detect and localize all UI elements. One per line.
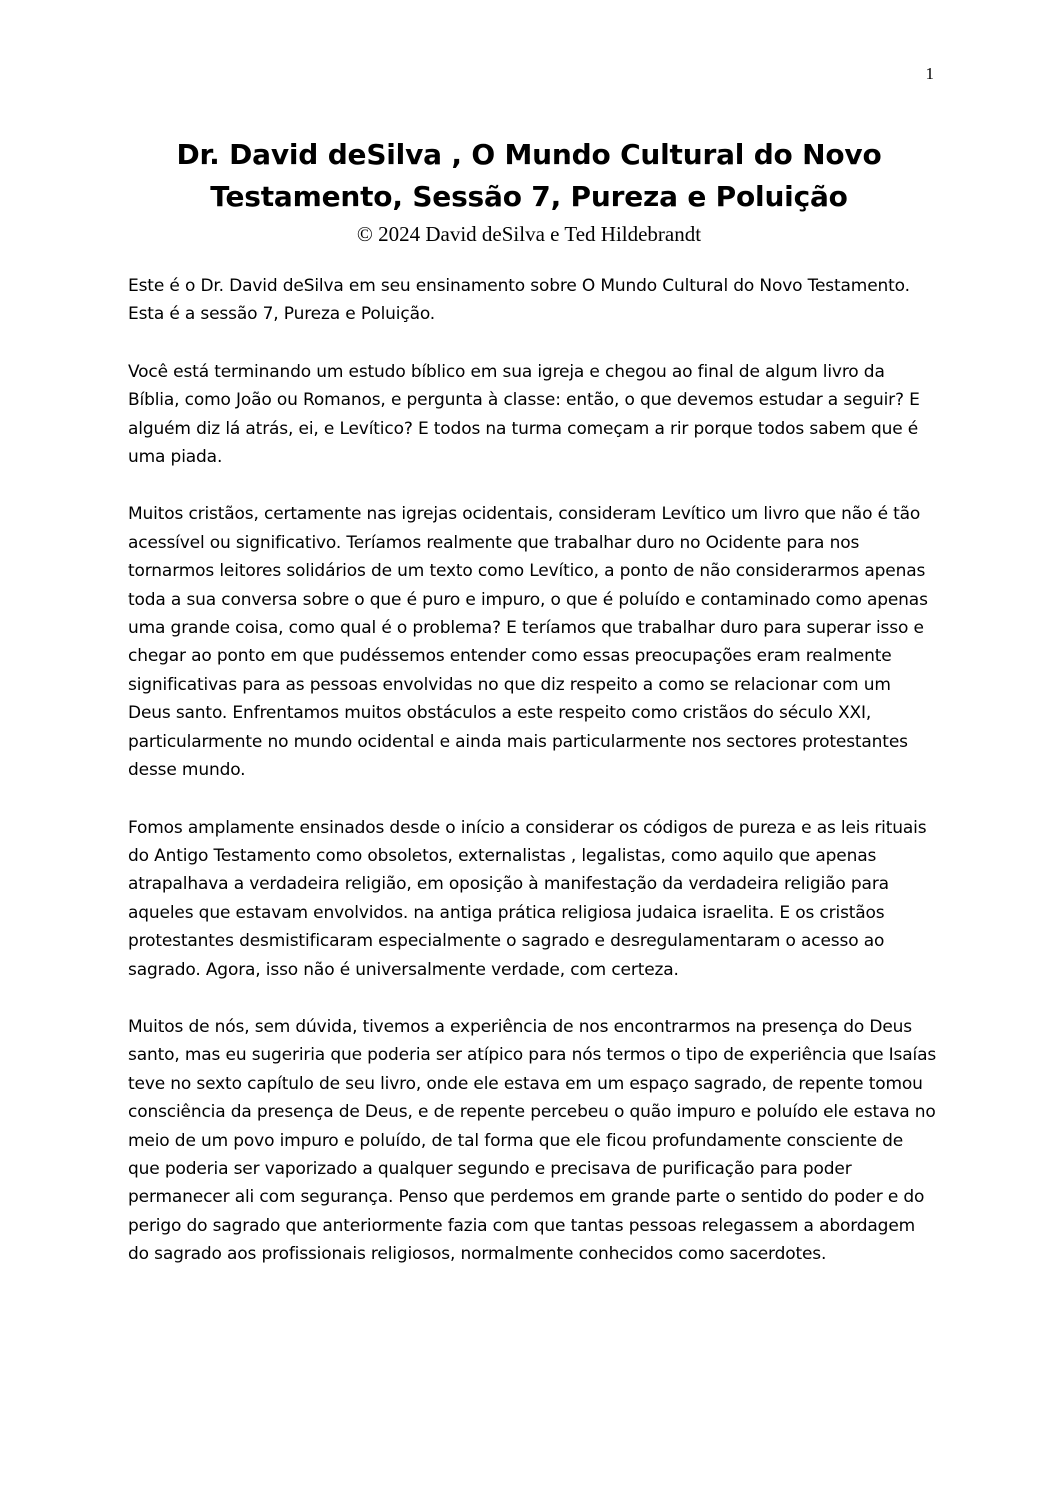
page-number: 1 [925,64,934,83]
document-body [128,272,938,1298]
paragraph: Este é o Dr. David deSilva em seu ensinamento sobre O Mundo Cultural do Novo Testamento. Esta é a sessão 7, Pureza e Poluição. [128,276,910,325]
paragraph: Muitos de nós, sem dúvida, tivemos a experiência de nos encontrarmos na presença do Deus santo, mas eu sugeriria que poderia ser atípico para nós termos o tipo de experiência que Isaías teve no sexto capítulo de seu livro, onde ele estava em um espaço sagrado, de repente tomou consciência da presença de Deus, e de repente percebeu o quão impuro e poluído ele estava no meio de um povo impuro e poluído, de tal forma que ele ficou profundamente consciente de que poderia ser vaporizado a qualquer segundo e precisava de purificação para poder permanecer ali com segurança. Penso que perdemos em grande parte o sentido do poder e do perigo do sagrado que anteriormente fazia com que tantas pessoas relegassem a abordagem do sagrado aos profissionais religiosos, normalmente conhecidos como sacerdotes. [128,1016,937,1265]
document-title: Dr. David deSilva , O Mundo Cultural do Novo Testamento, Sessão 7, Pureza e Poluição [176,138,882,213]
paragraph: Muitos cristãos, certamente nas igrejas ocidentais, consideram Levítico um livro que não é tão acessível ou significativo. Teríamos realmente que trabalhar duro no Ocidente para nos tornarmos leitores solidários de um texto como Levítico, a ponto de não considerarmos apenas toda a sua conversa sobre o que é puro e impuro, o que é poluído e contaminado como apenas uma grande coisa, como qual é o problema? E teríamos que trabalhar duro para superar isso e chegar ao ponto em que pudéssemos entender como essas preocupações eram realmente significativas para as pessoas envolvidas no que diz respeito a como se relacionar com um Deus santo. Enfrentamos muitos obstáculos a este respeito como cristãos do século XXI, particularmente no mundo ocidental e ainda mais particularmente nos sectores protestantes desse mundo. [128,504,928,781]
paragraph: Fomos amplamente ensinados desde o início a considerar os códigos de pureza e as leis rituais do Antigo Testamento como obsoletos, externalistas , legalistas, como aquilo que apenas atrapalhava a verdadeira religião, em oposição à manifestação da verdadeira religião para aqueles que estavam envolvidos. na antiga prática religiosa judaica israelita. E os cristãos protestantes desmistificaram especialmente o sagrado e desregulamentaram o acesso ao sagrado. Agora, isso não é universalmente verdade, com certeza. [128,817,927,980]
copyright-line: © 2024 David deSilva e Ted Hildebrandt [356,222,702,246]
paragraph: Você está terminando um estudo bíblico em sua igreja e chegou ao final de algum livro da Bíblia, como João ou Romanos, e pergunta à classe: então, o que devemos estudar a seguir? E alguém diz lá atrás, ei, e Levítico? E todos na turma começam a rir porque todos sabem que é uma piada. [128,361,920,468]
